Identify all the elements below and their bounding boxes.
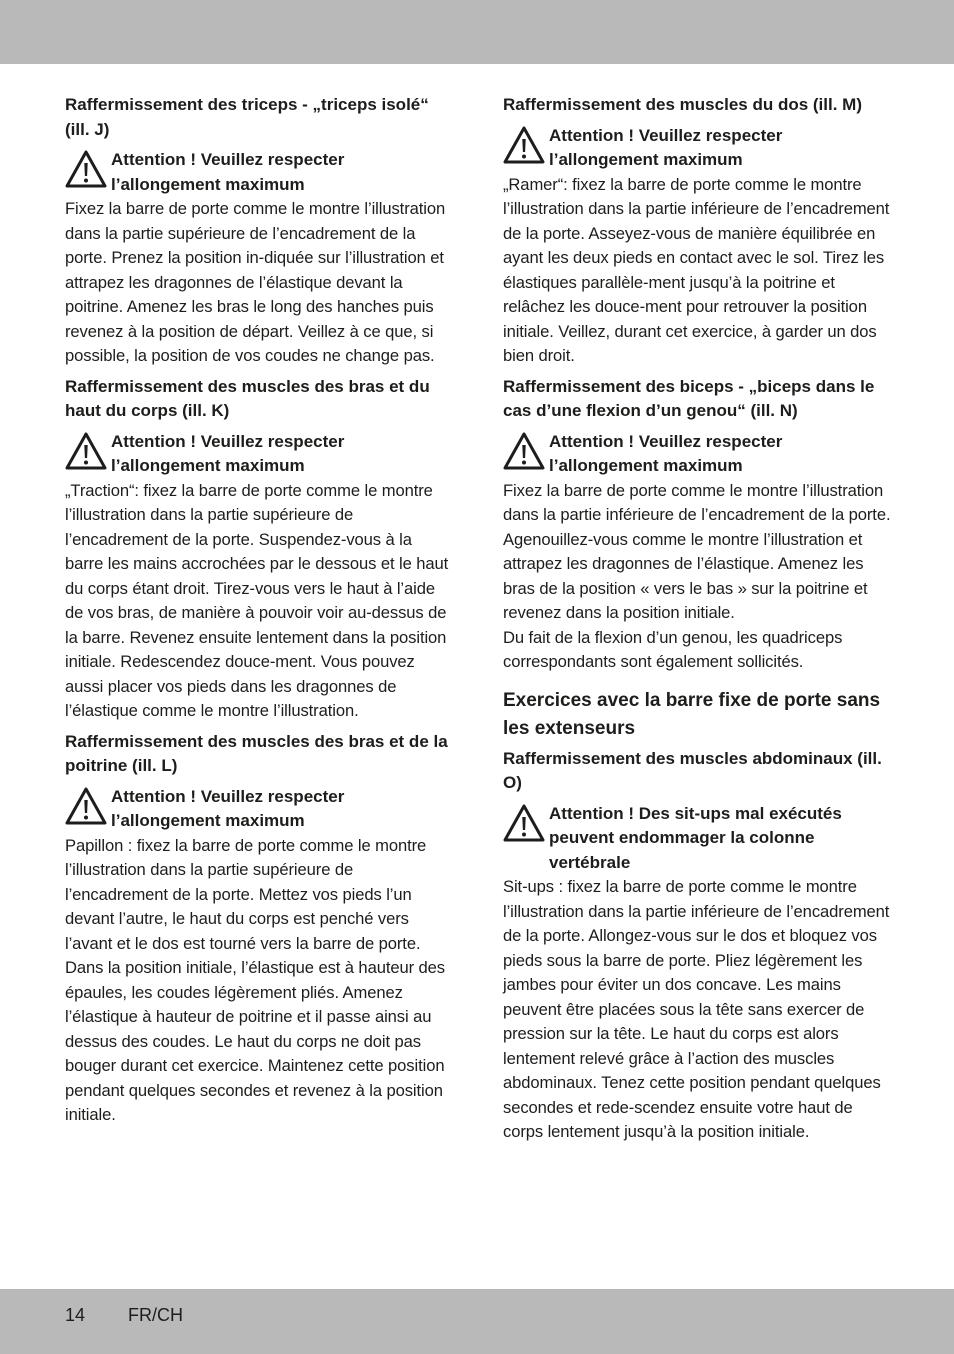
page-number: 14 (65, 1305, 86, 1325)
warning-icon (503, 126, 545, 164)
section-title-arms-chest: Raffermissement des muscles des bras et de la poitrine (ill. L) (65, 731, 448, 775)
warning-icon (503, 432, 545, 470)
warning-text: Attention ! Veuillez respecter l’allongement maximum (111, 150, 345, 194)
warning-box (65, 785, 453, 834)
section-title-arms-upper-body: Raffermissement des muscles des bras et du haut du corps (ill. K) (65, 376, 430, 420)
section-body: Papillon : fixez la barre de porte comme le montre l’illustration dans la partie supérieure de l’encadrement de la porte. Mettez vos pieds l’un devant l’autre, le haut du corps est penché vers l’avant et le dos est tourné vers la barre de porte. Dans la position initiale, l’élastique est à hauteur des épaules, les coudes légèrement pliés. Amenez l’élastique à hauteur de poitrine et il passe ainsi au dessus des coudes. Le haut du corps ne doit pas bouger durant cet exercice. Maintenez cette position pendant quelques secondes et revenez à la position initiale. (65, 835, 445, 1124)
warning-text: Attention ! Veuillez respecter l’allongement maximum (549, 431, 783, 475)
warning-box (65, 430, 453, 479)
section-body: „Traction“: fixez la barre de porte comme le montre l’illustration dans la partie supérieure de l’encadrement de la porte. Suspendez-vous à la barre les mains accrochées par le dessous et le haut du corps étant droit. Tirez-vous vers le haut à l’aide de vos bras, de manière à pouvoir voir au-dessus de la barre. Revenez ensuite lentement dans la position initiale. Redescendez douce-ment. Vous pouvez aussi placer vos pieds dans les dragonnes de l’élastique comme le montre l’illustration. (65, 480, 449, 720)
header-bar (0, 0, 954, 64)
section-body: „Ramer“: fixez la barre de porte comme le montre l’illustration dans la partie inférieure de l’encadrement de la porte. Asseyez-vous de manière équilibrée en ayant les deux pieds en contact avec le sol. Tirez les élastiques parallèle-ment jusqu’à la poitrine et relâchez les douce-ment pour retrouver la position initiale. Veillez, durant cet exercice, à garder un dos bien droit. (503, 174, 890, 365)
warning-box (503, 124, 891, 173)
section-body: Sit-ups : fixez la barre de porte comme le montre l’illustration dans la partie inférieure de l’encadrement de la porte. Allongez-vous sur le dos et bloquez vos pieds sous la barre de porte. Pliez légèrement les jambes pour éviter un dos concave. Les mains peuvent être placées sous la tête sans exercer de pression sur la tête. Le haut du corps est alors lentement relevé grâce à l’action des muscles abdominaux. Tenez cette position pendant quelques secondes et rede-scendez ensuite votre haut de corps lentement jusqu’à la position initiale. (503, 877, 890, 1141)
warning-text: Attention ! Veuillez respecter l’allongement maximum (549, 125, 783, 169)
section-body: Fixez la barre de porte comme le montre l’illustration dans la partie supérieure de l’encadrement de la porte. Prenez la position in-diquée sur l’illustration et attrapez les dragonnes de l’élastique devant la poitrine. Amenez les bras le long des hanches puis revenez à la position de départ. Veillez à ce que, si possible, la position de vos coudes ne change pas. (65, 199, 446, 365)
warning-icon (65, 432, 107, 470)
section-title-back: Raffermissement des muscles du dos (ill. M) (503, 95, 862, 114)
warning-icon (503, 804, 545, 842)
warning-text: Attention ! Veuillez respecter l’allongement maximum (111, 431, 345, 475)
language-code: FR/CH (128, 1305, 183, 1325)
warning-text: Attention ! Veuillez respecter l’allongement maximum (111, 786, 345, 830)
left-column (65, 93, 453, 1128)
warning-box (503, 430, 891, 479)
section-body: Du fait de la flexion d’un genou, les quadriceps correspondants sont également sollicités. (503, 627, 843, 671)
warning-icon (65, 150, 107, 188)
section-title-triceps: Raffermissement des triceps - „triceps isolé“ (ill. J) (65, 95, 429, 139)
section-title-biceps: Raffermissement des biceps - „biceps dans le cas d’une flexion d’un genou“ (ill. N) (503, 376, 875, 420)
warning-box (65, 148, 453, 197)
warning-icon (65, 787, 107, 825)
warning-text: Attention ! Des sit-ups mal exécutés peuvent endommager la colonne vertébrale (549, 803, 842, 872)
section-heading: Exercices avec la barre fixe de porte sans les extenseurs (503, 689, 881, 739)
section-title-abdominals: Raffermissement des muscles abdominaux (ill. O) (503, 748, 882, 792)
right-column (503, 93, 891, 1145)
warning-box (503, 802, 891, 876)
section-body: Fixez la barre de porte comme le montre l’illustration dans la partie inférieure de l’encadrement de la porte. Agenouillez-vous comme le montre l’illustration et attrapez les dragonnes de l’élastique. Amenez les bras de la position « vers le bas » sur la poitrine et revenez dans la position initiale. (503, 480, 891, 622)
